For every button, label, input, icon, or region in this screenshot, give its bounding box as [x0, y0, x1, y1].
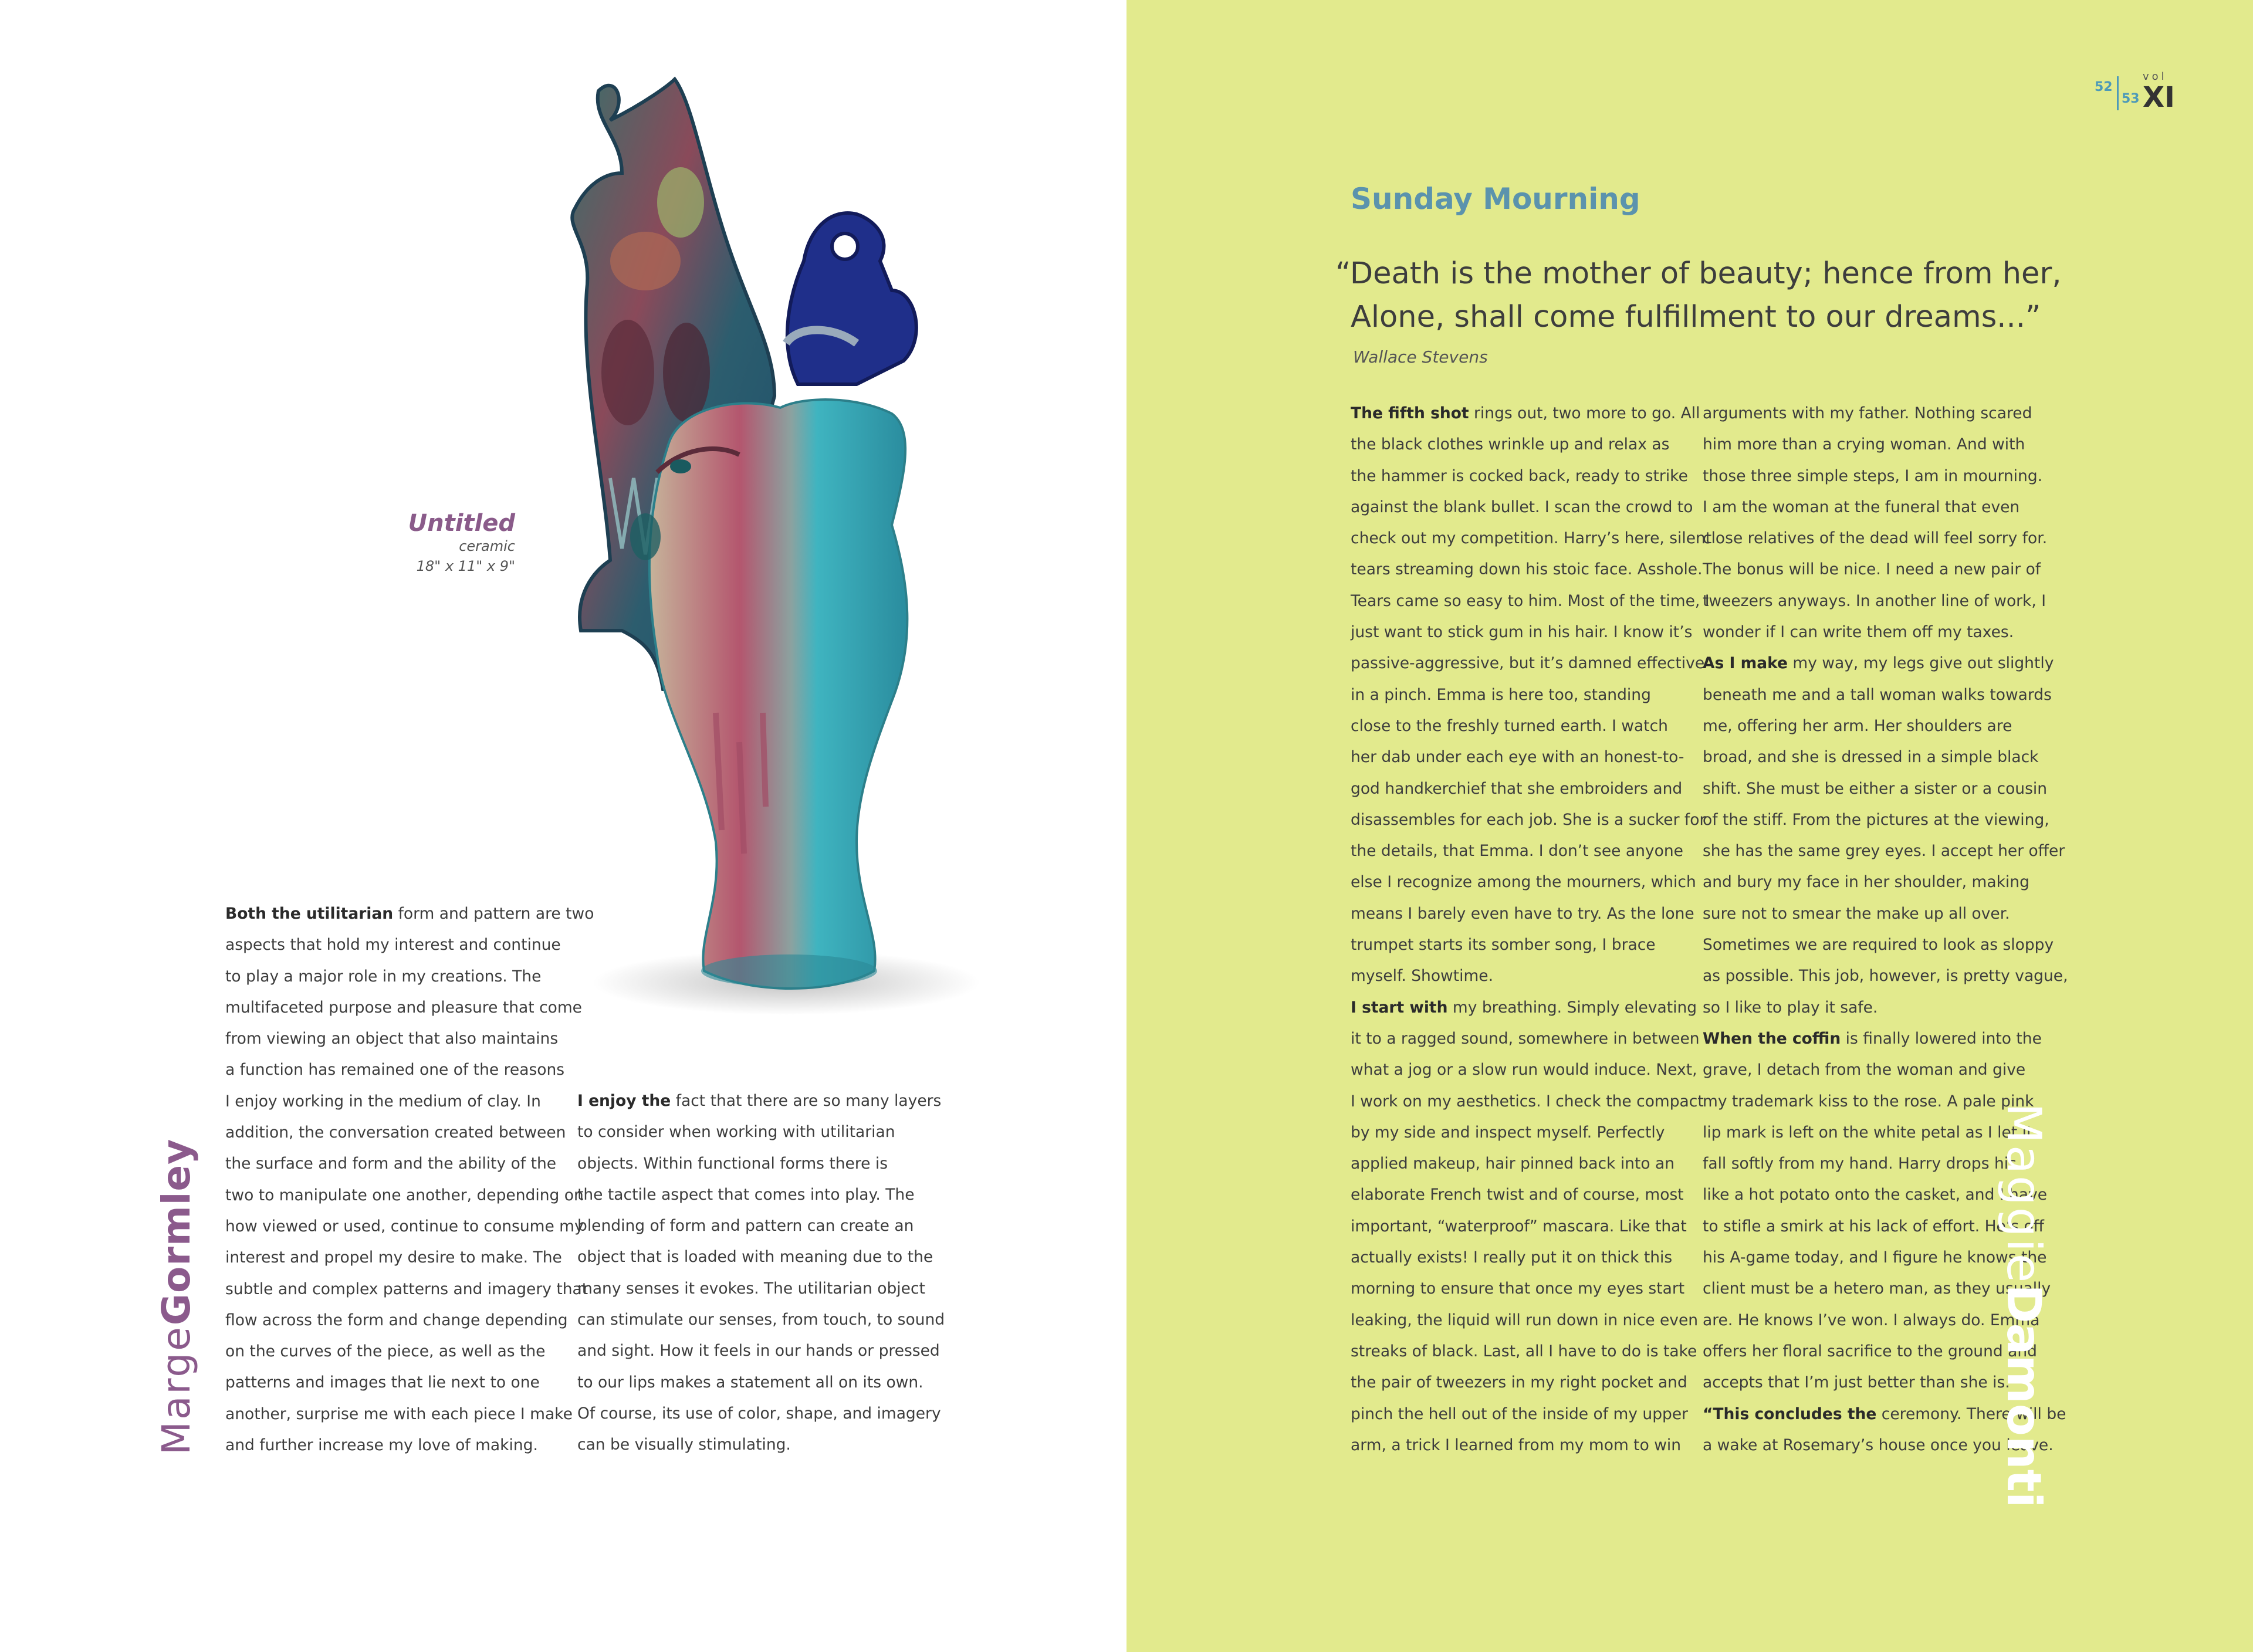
text-line [577, 1304, 945, 1335]
line-text: tears streaming down his stoic face. Asshole. [1351, 560, 1703, 579]
text-line [1351, 929, 1691, 960]
line-text: lip mark is left on the white petal as I let it [1703, 1123, 2033, 1142]
text-line [1703, 804, 2049, 835]
text-line [1703, 679, 2052, 710]
lead-in: I start with [1351, 998, 1448, 1017]
left-page [0, 0, 1126, 1652]
text-line [1351, 492, 1691, 523]
line-text: in a pinch. Emma is here too, standing [1351, 685, 1651, 704]
text-line [1703, 398, 2043, 429]
text-line [1703, 523, 2048, 554]
text-line [225, 898, 594, 929]
text-line [1703, 492, 2043, 523]
text-line [1351, 710, 1691, 742]
line-text: as possible. This job, however, is pretty vague, [1703, 967, 2068, 986]
line-text: the tactile aspect that comes into play. The [577, 1185, 915, 1204]
text-line [577, 1116, 918, 1147]
text-line [1703, 554, 2043, 585]
text-line [1351, 461, 1691, 492]
line-text: can stimulate our senses, from touch, to sound [577, 1311, 945, 1329]
line-text: form and pattern are two [393, 905, 594, 923]
line-text: her dab under each eye with an honest-to- [1351, 748, 1684, 767]
text-line [1703, 1148, 2043, 1179]
text-line [225, 1430, 554, 1461]
lead-in: As I make [1703, 654, 1788, 673]
text-line [1351, 679, 1691, 710]
line-text: how viewed or used, continue to consume my [225, 1217, 584, 1235]
line-text: blending of form and pattern can create an [577, 1217, 914, 1235]
line-text: arm, a trick I learned from my mom to win [1351, 1436, 1682, 1454]
line-text: on the curves of the piece, as well as the [225, 1342, 546, 1361]
line-text: the pair of tweezers in my right pocket and [1351, 1373, 1687, 1392]
text-line [225, 1054, 565, 1085]
line-text: are. He knows I’ve won. I always do. Emma [1703, 1311, 2040, 1329]
quote-line-1: “Death is the mother of beauty; hence from her, [1335, 256, 2062, 291]
text-line [1351, 1179, 1691, 1210]
text-line [225, 992, 582, 1023]
text-line [1351, 1430, 1691, 1461]
line-text: sure not to smear the make up all over. [1703, 904, 2010, 923]
lead-in: I enjoy the [577, 1092, 671, 1110]
text-line [225, 1399, 573, 1430]
text-line [1351, 960, 1691, 991]
line-text: objects. Within functional forms there is [577, 1154, 888, 1173]
text-line [1351, 1399, 1691, 1430]
line-text: aspects that hold my interest and continue [225, 936, 561, 954]
line-text: close to the freshly turned earth. I watch [1351, 716, 1668, 735]
text-line [1703, 461, 2043, 492]
line-text: shift. She must be either a sister or a cousin [1703, 779, 2048, 798]
line-text: I work on my aesthetics. I check the compact [1351, 1092, 1704, 1111]
artist-first-name: Marge [154, 1325, 199, 1455]
line-text: can be visually stimulating. [577, 1436, 791, 1454]
artist-last-name: Damonti [1997, 1284, 2051, 1508]
text-line [1351, 835, 1691, 866]
line-text: rings out, two more to go. All [1469, 404, 1700, 422]
text-line [577, 1273, 925, 1304]
line-text: leaking, the liquid will run down in nice even [1351, 1311, 1699, 1329]
text-line [577, 1148, 918, 1179]
text-line [577, 1367, 923, 1398]
text-line [1703, 1430, 2054, 1461]
line-text: against the blank bullet. I scan the crowd to [1351, 497, 1693, 516]
line-text: the details, that Emma. I don’t see anyone [1351, 842, 1683, 861]
text-line [1351, 585, 1710, 617]
line-text: means I barely even have to try. As the lone [1351, 904, 1694, 923]
text-line [1703, 1273, 2051, 1304]
text-line [1703, 1023, 2043, 1054]
line-text: him more than a crying woman. And with [1703, 435, 2025, 454]
text-line [1703, 866, 2043, 898]
line-text: close relatives of the dead will feel sorry for. [1703, 529, 2048, 548]
artwork-dimensions: 18" x 11" x 9" [416, 558, 515, 574]
text-line [225, 1336, 554, 1367]
line-text: wonder if I can write them off my taxes. [1703, 623, 2014, 642]
lead-in: Both the utilitarian [225, 905, 394, 923]
text-line [1351, 1148, 1691, 1179]
line-text: so I like to play it safe. [1703, 998, 1878, 1017]
text-line [1351, 1367, 1691, 1398]
line-text: client must be a hetero man, as they usually [1703, 1279, 2051, 1298]
line-text: god handkerchief that she embroiders and [1351, 779, 1683, 798]
text-line [1351, 523, 1712, 554]
epigraph-quote [1335, 252, 2062, 339]
text-line [577, 1241, 933, 1272]
line-text: morning to ensure that once my eyes start [1351, 1279, 1685, 1298]
text-line [577, 1335, 940, 1366]
text-line [1351, 1211, 1691, 1242]
line-text: ceremony. There will be [1876, 1404, 2066, 1423]
text-line [1703, 898, 2043, 929]
lead-in: When the coffin [1703, 1029, 1841, 1048]
text-line [1351, 742, 1691, 773]
text-line [1351, 429, 1691, 460]
line-text: and further increase my love of making. [225, 1436, 538, 1455]
text-line [1703, 1179, 2048, 1210]
text-line [1351, 1023, 1700, 1054]
line-text: the hammer is cocked back, ready to strike [1351, 466, 1688, 485]
line-text: object that is loaded with meaning due to the [577, 1248, 933, 1267]
line-text: offers her floral sacrifice to the ground and [1703, 1342, 2037, 1360]
text-line [1703, 585, 2046, 617]
line-text: broad, and she is dressed in a simple black [1703, 748, 2039, 767]
text-line [225, 1086, 554, 1117]
text-line [1351, 1054, 1697, 1085]
lead-in: The fifth shot [1351, 404, 1469, 422]
line-text: flow across the form and change depending [225, 1311, 568, 1329]
text-line [577, 1429, 918, 1460]
text-line [1703, 1117, 2043, 1148]
text-line [1351, 804, 1706, 835]
text-line [225, 1305, 568, 1336]
text-line [1351, 554, 1703, 585]
line-text: is finally lowered into the [1841, 1029, 2042, 1048]
story-title: Sunday Mourning [1351, 182, 1640, 216]
text-line [1703, 1211, 2043, 1242]
line-text: another, surprise me with each piece I make [225, 1404, 573, 1423]
line-text: his A-game today, and I figure he knows the [1703, 1248, 2047, 1267]
artist-name-marge-gormley [154, 1139, 199, 1455]
line-text: pinch the hell out of the inside of my upper [1351, 1404, 1689, 1423]
volume-label: vol [2143, 70, 2167, 83]
text-line [1351, 398, 1700, 429]
page-number-left: 52 [2095, 80, 2113, 94]
line-text: addition, the conversation created between [225, 1123, 566, 1142]
text-line [1703, 429, 2043, 460]
line-text: arguments with my father. Nothing scared [1703, 404, 2032, 422]
text-line [1703, 710, 2043, 742]
line-text: accepts that I’m just better than she is. [1703, 1373, 2010, 1392]
text-line [1703, 617, 2043, 648]
text-line [225, 1023, 559, 1054]
text-line [1703, 1367, 2043, 1398]
line-text: she has the same grey eyes. I accept her offer [1703, 842, 2065, 861]
volume-number: XI [2143, 81, 2175, 114]
text-line [1351, 1117, 1691, 1148]
line-text: the black clothes wrinkle up and relax as [1351, 435, 1670, 454]
line-text: a function has remained one of the reasons [225, 1061, 565, 1079]
text-line [1351, 648, 1705, 679]
text-line [577, 1210, 918, 1241]
text-line [225, 1367, 554, 1398]
line-text: grave, I detach from the woman and give [1703, 1061, 2026, 1079]
text-line [1703, 742, 2043, 773]
text-line [577, 1179, 918, 1210]
line-text: and bury my face in her shoulder, making [1703, 873, 2029, 892]
line-text: of the stiff. From the pictures at the viewing, [1703, 810, 2049, 829]
line-text: many senses it evokes. The utilitarian object [577, 1279, 925, 1298]
line-text: to our lips makes a statement all on its own. [577, 1373, 923, 1392]
artist-first-name: Maggie [1997, 1103, 2051, 1285]
line-text: streaks of black. Last, all I have to do is take [1351, 1342, 1697, 1360]
text-line [225, 929, 561, 960]
line-text: like a hot potato onto the casket, and I have [1703, 1186, 2048, 1204]
line-text: tweezers anyways. In another line of work, I [1703, 591, 2046, 610]
line-text: to consider when working with utilitarian [577, 1123, 895, 1142]
line-text: passive-aggressive, but it’s damned effective [1351, 654, 1705, 673]
text-line [1703, 1242, 2047, 1273]
text-line [1703, 929, 2054, 960]
line-text: from viewing an object that also maintains [225, 1030, 559, 1048]
folio-divider [2117, 76, 2119, 110]
text-line [1703, 960, 2068, 991]
text-line [1703, 1305, 2043, 1336]
line-text: those three simple steps, I am in mourning. [1703, 466, 2043, 485]
text-line [1703, 1399, 2066, 1430]
line-text: elaborate French twist and of course, most [1351, 1186, 1684, 1204]
line-text: important, “waterproof” mascara. Like that [1351, 1217, 1687, 1235]
artist-statement-column-1 [225, 898, 594, 1461]
text-line [1351, 1273, 1691, 1304]
line-text: disassembles for each job. She is a sucker for [1351, 810, 1706, 829]
artist-name-maggie-damonti [1997, 1103, 2051, 1508]
text-line [1351, 1336, 1697, 1367]
text-line [225, 1117, 566, 1148]
line-text: trumpet starts its somber song, I brace [1351, 936, 1656, 954]
line-text: a wake at Rosemary’s house once you leave. [1703, 1436, 2054, 1454]
line-text: fact that there are so many layers [671, 1092, 942, 1110]
line-text: what a jog or a slow run would induce. Next, [1351, 1061, 1697, 1079]
line-text: my way, my legs give out slightly [1787, 654, 2054, 673]
line-text: multifaceted purpose and pleasure that come [225, 998, 582, 1017]
text-line [1351, 992, 1697, 1023]
text-line [225, 961, 554, 992]
quote-line-2: Alone, shall come fulfillment to our dreams...” [1351, 300, 2041, 334]
quote-author: Wallace Stevens [1353, 347, 1488, 367]
line-text: myself. Showtime. [1351, 967, 1494, 986]
text-line [1351, 1086, 1704, 1117]
lead-in: “This concludes the [1703, 1404, 1877, 1423]
text-line [1703, 835, 2065, 866]
line-text: Sometimes we are required to look as sloppy [1703, 936, 2054, 954]
artwork-title: Untitled [408, 510, 515, 537]
page-folio [2095, 70, 2177, 117]
artist-statement-column-2 [577, 1085, 945, 1461]
text-line [225, 1180, 584, 1211]
line-text: I enjoy working in the medium of clay. In [225, 1092, 541, 1111]
text-line [225, 1211, 584, 1242]
line-text: to play a major role in my creations. The [225, 967, 542, 986]
text-line [225, 1242, 562, 1273]
line-text: two to manipulate one another, depending on [225, 1186, 584, 1204]
artwork-medium: ceramic [459, 538, 515, 554]
text-line [577, 1398, 941, 1429]
page-number-right: 53 [2122, 92, 2140, 106]
line-text: my trademark kiss to the rose. A pale pink [1703, 1092, 2034, 1111]
text-line [1351, 773, 1691, 804]
text-line [1351, 617, 1691, 648]
line-text: The bonus will be nice. I need a new pair of [1703, 560, 2041, 579]
line-text: to stifle a smirk at his lack of effort. He’s off [1703, 1217, 2044, 1235]
line-text: by my side and inspect myself. Perfectly [1351, 1123, 1665, 1142]
text-line [1703, 992, 2043, 1023]
line-text: me, offering her arm. Her shoulders are [1703, 716, 2012, 735]
text-line [1703, 773, 2048, 804]
text-line [1351, 898, 1694, 929]
line-text: and sight. How it feels in our hands or pressed [577, 1342, 940, 1360]
story-column-2 [1703, 398, 2068, 1461]
text-line [1351, 866, 1696, 898]
text-line [577, 1085, 942, 1116]
line-text: patterns and images that lie next to one [225, 1373, 540, 1392]
line-text: Of course, its use of color, shape, and imagery [577, 1404, 941, 1423]
line-text: my breathing. Simply elevating [1447, 998, 1697, 1017]
line-text: beneath me and a tall woman walks towards [1703, 685, 2052, 704]
ceramic-vase-image [528, 67, 1021, 1018]
text-line [1351, 1242, 1691, 1273]
text-line [1351, 1305, 1699, 1336]
line-text: it to a ragged sound, somewhere in between [1351, 1029, 1700, 1048]
line-text: I am the woman at the funeral that even [1703, 497, 2020, 516]
text-line [1703, 1086, 2043, 1117]
artwork-caption [222, 510, 515, 576]
text-line [1703, 648, 2054, 679]
text-line [1703, 1336, 2043, 1367]
text-line [225, 1274, 588, 1305]
line-text: Tears came so easy to him. Most of the time, I [1351, 591, 1710, 610]
line-text: applied makeup, hair pinned back into an [1351, 1155, 1675, 1173]
text-line [1703, 1054, 2043, 1085]
line-text: else I recognize among the mourners, which [1351, 873, 1696, 892]
line-text: actually exists! I really put it on thick this [1351, 1248, 1673, 1267]
artist-last-name: Gormley [154, 1138, 199, 1326]
line-text: fall softly from my hand. Harry drops his [1703, 1155, 2017, 1173]
line-text: subtle and complex patterns and imagery that [225, 1279, 588, 1298]
line-text: just want to stick gum in his hair. I know it’s [1351, 623, 1693, 642]
line-text: the surface and form and the ability of the [225, 1155, 557, 1173]
line-text: interest and propel my desire to make. The [225, 1248, 562, 1267]
line-text: check out my competition. Harry’s here, silent [1351, 529, 1712, 548]
story-column-1 [1351, 398, 1712, 1461]
text-line [225, 1148, 557, 1179]
